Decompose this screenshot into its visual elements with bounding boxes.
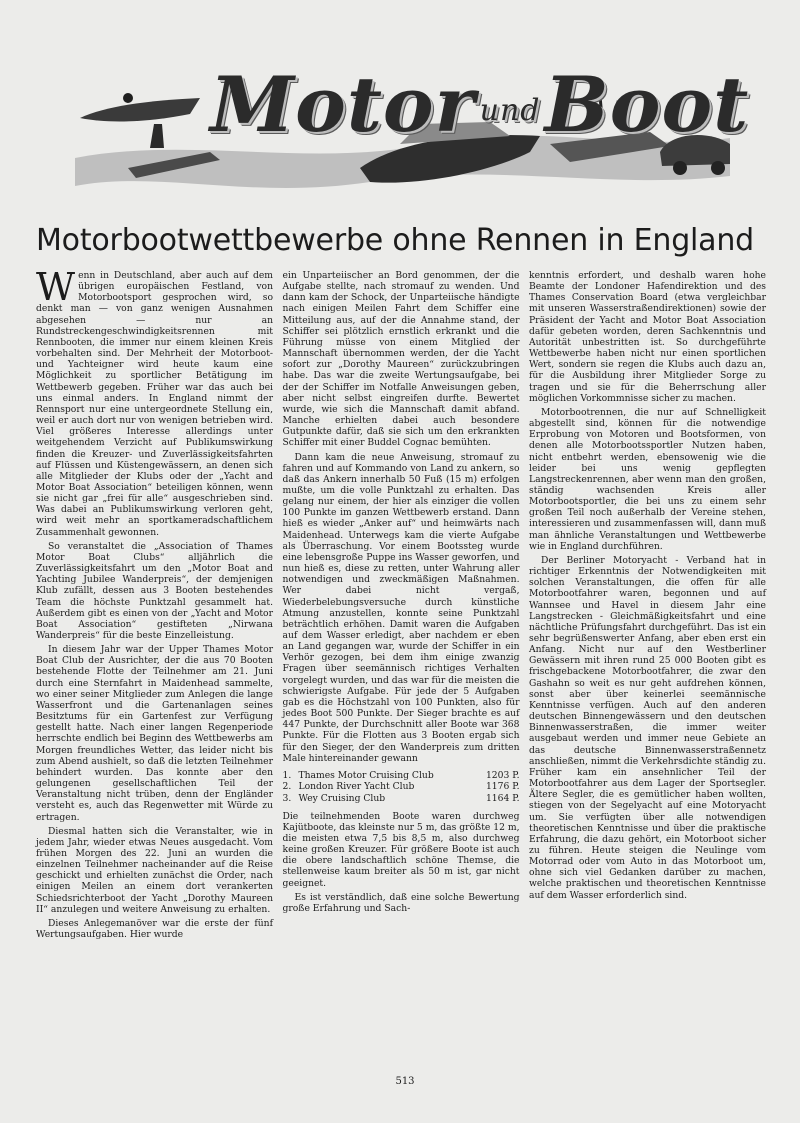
paragraph: Dann kam die neue Anweisung, stromauf zu fahren und auf Kommando von Land zu ankern, so daß das Ankern innerhalb 50 Fuß (15 m) erfolgen mußte, um die volle Punktzahl zu erhalten. Das gelang nur einem, der hier als einziger die vollen 100 Punkte im ganzen Wettbewerb erstand. Dann hieß es wieder „Anker auf“ und heimwärts nach Maidenhead. Unterwegs kam die vierte Aufgabe als Überraschung. Vor einem Bootssteg wurde eine lebensgroße Puppe ins Wasser geworfen, und nun hieß es, diese zu retten, unter Wahrung aller notwendigen und zweckmäßigen Maßnahmen. Wer dabei nicht vergaß, Wiederbelebungsversuche durch künstliche Atmung anzustellen, konnte seine Punktzahl beträchtlich erhöhen. Damit waren die Aufgaben auf dem Wasser erledigt, aber nachdem er eben an Land gegangen war, wurde der Schiffer in ein Verhör gezogen, bei dem ihm einige zwanzig Fragen über seemännisch richtiges Verhalten vorgelegt wurden, und das war für die meisten die schwierigste Aufgabe. Für jede der 5 Aufgaben gab es die Höchstzahl von 100 Punkten, also für jedes Boot 500 Punkte. Der Sieger brachte es auf 447 Punkte, der Durchschnitt aller Boote war 368 Punkte. Für die Flotten aus 3 Booten ergab sich für den Sieger, der den Wanderpreis zum dritten Male hintereinander gewann [282,451,520,764]
wheel-icon [711,161,725,175]
article-body [36,265,766,1078]
column-1 [36,265,273,1078]
paragraph: ein Unparteiischer an Bord genommen, der die Aufgabe stellte, nach stromauf zu wenden. Und dann kam der Schock, der Unparteiische händigte nach einigen Meilen Fahrt dem Schiffer eine Mitteilung aus, auf der die Annahme stand, der Schiffer sei plötzlich ernstlich erkrankt und die Führung müsse von einem Mitglied der Mannschaft übernommen werden, der die Yacht sofort zur „Dorothy Maureen“ zurückzubringen habe. Das war die zweite Wertungsaufgabe, bei der der Schiffer im Notfalle Anweisungen geben, aber nicht selbst eingreifen durfte. Bewertet wurde, wie sich die Mannschaft damit abfand. Manche erhielten dabei auch besondere Gutpunkte dafür, daß sie sich um den erkrankten Schiffer mit einer Buddel Cognac bemühten. [282,270,520,449]
list-item: 3. Wey Cruising Club 1164 P. [282,793,520,805]
column-2 [283,270,520,1078]
drop-cap: W [36,265,76,309]
paragraph: Es ist verständlich, daß eine solche Bewertung große Erfahrung und Sach- [282,891,520,914]
paragraph: Motorbootrennen, die nur auf Schnelligkeit abgestellt sind, können für die notwendige Erprobung von Motoren und Bootsformen, von denen alle Motorbootssportler Nutzen haben, nicht entbehrt werden, ebensowenig wie die leider bei uns wenig gepflegten Langstreckenrennen, aber wenn man den großen, ständig wachsenden Kreis aller Motorbootsportler, die bei uns zu einem sehr großen Teil noch außerhalb der Vereine stehen, interessieren und zusammenfassen will, dann muß man ähnliche Veranstaltungen und Wettbewerbe wie in England durchführen. [529,406,766,552]
paragraph: In diesem Jahr war der Upper Thames Motor Boat Club der Ausrichter, der die aus 70 Booten bestehende Flotte der Teilnehmer am 21. Juni durch eine Sternfahrt in Maidenhead sammelte, wo einer seiner Mitglieder zum Anlegen die lange Wasserfront und die Gartenanlagen seines Besitztums für ein Gartenfest zur Verfügung gestellt hatte. Nach einer langen Regenperiode herrschte endlich bei Beginn des Wettbewerbs am Morgen freundliches Wetter, das leider nicht bis zum Abend aushielt, so daß die letzten Teilnehmer behindert wurden. Das konnte aber den gelungenen gesellschaftlichen Teil der Veranstaltung nicht trüben, denn der Engländer versteht es, auch das Regenwetter mit Würde zu ertragen. [36,644,273,823]
paragraph: Diesmal hatten sich die Veranstalter, wie in jedem Jahr, wieder etwas Neues ausgedacht. Vom frühen Morgen des 22. Juni an wurden die einzelnen Teilnehmer nacheinander auf die Reise geschickt und erhielten zunächst die Order, nach einigen Meilen an einem dort verankerten Schiedsrichterboot der Yacht „Dorothy Maureen II“ anzulegen und weitere Anweisung zu erhalten. [36,825,273,915]
results-list [283,770,520,805]
list-item: 1. Thames Motor Cruising Club 1203 P. [282,769,520,781]
column-3 [529,270,766,1078]
paragraph: Dieses Anlegemanöver war die erste der fünf Wertungsaufgaben. Hier wurde [36,917,273,941]
paragraph: Der Berliner Motoryacht - Verband hat in richtiger Erkenntnis der Notwendigkeiten mit solchen Veranstaltungen, die offen für alle Motorbootfahrer waren, begonnen und auf Wannsee und Havel in diesem Jahr eine Langstrecken - Gleichmäßigkeitsfahrt und eine nächtliche Prüfungsfahrt durchgeführt. Das ist ein sehr begrüßenswerter Anfang, aber eben erst ein Anfang. Nicht nur auf den Westberliner Gewässern mit ihren rund 25 000 Booten gibt es frischgebackene Motorbootfahrer, die zwar den Gashahn so weit es nur geht aufdrehen können, sonst aber über keinerlei seemännische Kenntnisse verfügen. Auch auf den anderen deutschen Binnengewässern und den deutschen Binnenwasserstraßen, die immer weiter ausgebaut werden und immer neue Gebiete an das deutsche Binnenwasserstraßennetz anschließen, nimmt die Verkehrsdichte ständig zu. Früher kam ein ansehnlicher Teil der Motorbootfahrer aus dem Lager der Sportsegler. Ältere Segler, die es gemütlicher haben wollten, stiegen von der Segelyacht auf eine Motoryacht um. Sie verfügten über alle notwendigen theoretischen Kenntnisse und über die praktische Erfahrung, die dazu gehört, ein Motorboot sicher zu führen. Heute steigen die Neulinge vom Motorrad oder vom Auto in das Motorboot um, ohne sich viel Gedanken darüber zu machen, welche praktischen und theoretischen Kenntnisse auf dem Wasser erforderlich sind. [529,554,766,901]
wheel-icon [673,161,687,175]
paragraph: Wenn in Deutschland, aber auch auf dem übrigen europäischen Festland, von Motorbootsport gesprochen wird, so denkt man — von ganz wenigen Ausnahmen abgesehen — nur an Rundstreckengeschwindigkeitsrennen mit Rennbooten, die immer nur einem kleinen Kreis vorbehalten sind. Der Mehrheit der Motorboot- und Yachteigner wird heute kaum eine Möglichkeit zu sportlicher Betätigung im Wettbewerb gegeben. Früher war das auch bei uns einmal anders. In England nimmt der Rennsport nur eine untergeordnete Stellung ein, weil er auch dort nur von wenigen betrieben wird. Viel größeres Interesse allerdings unter weitgehendem Verzicht auf Publikumswirkung finden die Kreuzer- und Zuverlässigkeitsfahrten auf Flüssen und Küstengewässern, an denen sich alle Mitglieder der Klubs oder der „Yacht and Motor Boat Association“ beteiligen können, wenn sie nicht gar „frei für alle“ ausgeschrieben sind. Was dabei an Publikumswirkung verloren geht, wird weit mehr an sportkameradschaftlichem Zusammenhalt gewonnen. [36,265,273,538]
paragraph: So veranstaltet die „Association of Thames Motor Boat Clubs“ alljährlich die Zuverlässigkeitsfahrt um den „Motor Boat and Yachting Jubilee Wanderpreis“, der demjenigen Klub zufällt, dessen aus 3 Booten bestehendes Team die höchste Punktzahl gesammelt hat. Außerdem gibt es einen von der „Yacht and Motor Boat Association“ gestifteten „Nirwana Wanderpreis“ für die beste Einzelleistung. [36,540,273,641]
masthead-title: Motor undBoot [210,60,750,149]
article-headline: Motorbootwettbewerbe ohne Rennen in England [36,223,755,258]
paragraph: kenntnis erfordert, und deshalb waren hohe Beamte der Londoner Hafendirektion und des Thames Conservation Board (etwa vergleichbar mit unseren Wasserstraßendirektionen) sowie der Präsident der Yacht and Motor Boat Association dafür gebeten worden, deren Sachkenntnis und Autorität unbestritten ist. So durchgeführte Wettbewerbe haben nicht nur einen sportlichen Wert, sondern sie regen die Klubs auch dazu an, für die Ausbildung ihrer Mitglieder Sorge zu tragen und sie für die Beherrschung aller möglichen Vorkommnisse sicher zu machen. [529,270,766,404]
list-item: 2. London River Yacht Club 1176 P. [282,781,520,793]
boat-driver-icon [123,93,133,103]
page-number: 513 [395,1076,415,1087]
water-skier-icon [150,124,164,148]
speedboat-icon [80,98,200,121]
paragraph: Die teilnehmenden Boote waren durchweg Kajütboote, das kleinste nur 5 m, das größte 12 m, die meisten etwa 7,5 bis 8,5 m, also durchweg keine großen Kreuzer. Für größere Boote ist auch die obere landschaftlich schöne Themse, die stellenweise kaum breiter als 50 m ist, gar nicht geeignet. [282,810,520,889]
